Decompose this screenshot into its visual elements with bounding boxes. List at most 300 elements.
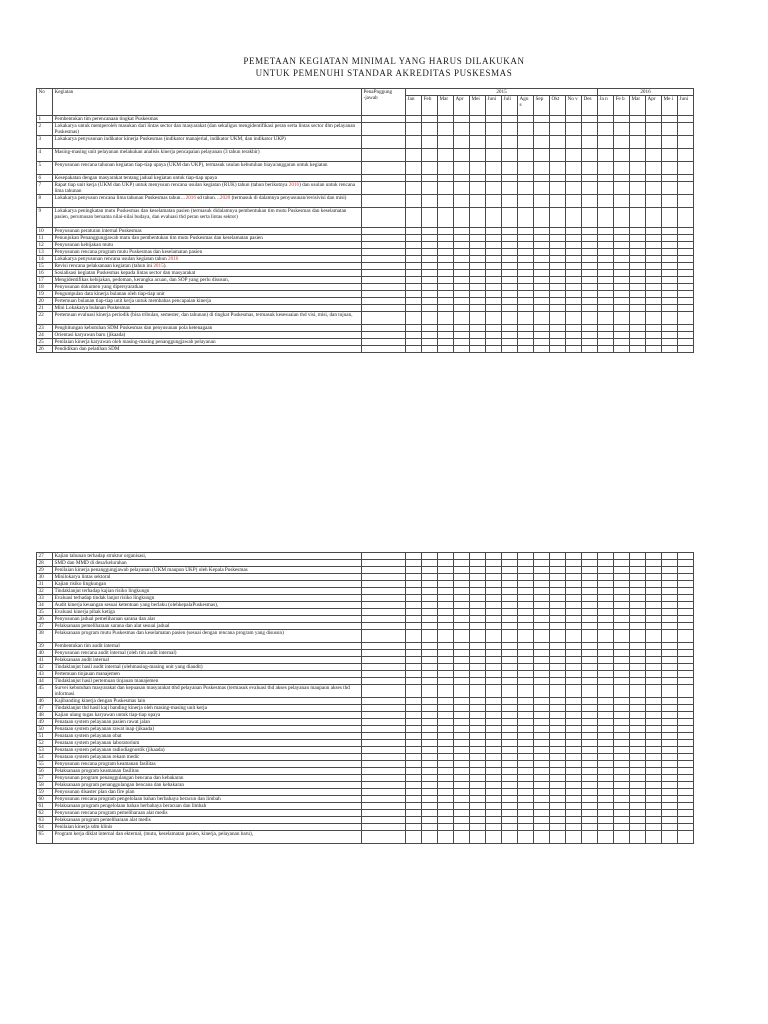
month-cell[interactable] — [502, 643, 518, 650]
month-cell[interactable] — [662, 116, 678, 123]
month-cell[interactable] — [502, 616, 518, 623]
responsible-cell[interactable] — [362, 136, 406, 149]
month-cell[interactable] — [422, 149, 438, 162]
month-cell[interactable] — [614, 242, 630, 249]
month-cell[interactable] — [646, 616, 662, 623]
month-cell[interactable] — [550, 574, 566, 581]
month-cell[interactable] — [534, 643, 550, 650]
month-cell[interactable] — [406, 116, 422, 123]
month-cell[interactable] — [406, 719, 422, 726]
month-cell[interactable] — [406, 256, 422, 263]
month-cell[interactable] — [470, 123, 486, 136]
month-cell[interactable] — [566, 726, 582, 733]
responsible-cell[interactable] — [362, 339, 406, 346]
month-cell[interactable] — [630, 657, 646, 664]
month-cell[interactable] — [598, 754, 614, 761]
month-cell[interactable] — [438, 810, 454, 817]
month-cell[interactable] — [470, 671, 486, 678]
month-cell[interactable] — [550, 616, 566, 623]
month-cell[interactable] — [422, 623, 438, 630]
month-cell[interactable] — [438, 824, 454, 831]
month-cell[interactable] — [406, 754, 422, 761]
month-cell[interactable] — [438, 623, 454, 630]
month-cell[interactable] — [614, 305, 630, 312]
month-cell[interactable] — [582, 740, 598, 747]
month-cell[interactable] — [470, 284, 486, 291]
month-cell[interactable] — [566, 553, 582, 560]
month-cell[interactable] — [630, 719, 646, 726]
month-cell[interactable] — [678, 719, 694, 726]
month-cell[interactable] — [534, 768, 550, 775]
month-cell[interactable] — [454, 643, 470, 650]
month-cell[interactable] — [550, 789, 566, 796]
month-cell[interactable] — [470, 657, 486, 664]
month-cell[interactable] — [614, 609, 630, 616]
month-cell[interactable] — [678, 136, 694, 149]
month-cell[interactable] — [502, 305, 518, 312]
responsible-cell[interactable] — [362, 630, 406, 643]
month-cell[interactable] — [486, 712, 502, 719]
month-cell[interactable] — [598, 588, 614, 595]
month-cell[interactable] — [470, 332, 486, 339]
month-cell[interactable] — [470, 775, 486, 782]
month-cell[interactable] — [534, 712, 550, 719]
month-cell[interactable] — [598, 560, 614, 567]
month-cell[interactable] — [438, 831, 454, 844]
month-cell[interactable] — [614, 747, 630, 754]
month-cell[interactable] — [566, 595, 582, 602]
month-cell[interactable] — [518, 228, 534, 235]
month-cell[interactable] — [406, 705, 422, 712]
month-cell[interactable] — [454, 824, 470, 831]
month-cell[interactable] — [646, 228, 662, 235]
month-cell[interactable] — [454, 705, 470, 712]
month-cell[interactable] — [630, 623, 646, 630]
month-cell[interactable] — [518, 346, 534, 353]
month-cell[interactable] — [486, 810, 502, 817]
month-cell[interactable] — [582, 339, 598, 346]
month-cell[interactable] — [582, 235, 598, 242]
month-cell[interactable] — [582, 256, 598, 263]
month-cell[interactable] — [534, 581, 550, 588]
responsible-cell[interactable] — [362, 116, 406, 123]
responsible-cell[interactable] — [362, 775, 406, 782]
month-cell[interactable] — [678, 657, 694, 664]
month-cell[interactable] — [454, 346, 470, 353]
responsible-cell[interactable] — [362, 291, 406, 298]
month-cell[interactable] — [662, 567, 678, 574]
month-cell[interactable] — [486, 136, 502, 149]
month-cell[interactable] — [438, 678, 454, 685]
month-cell[interactable] — [614, 733, 630, 740]
month-cell[interactable] — [438, 740, 454, 747]
month-cell[interactable] — [550, 803, 566, 810]
month-cell[interactable] — [454, 325, 470, 332]
month-cell[interactable] — [454, 256, 470, 263]
month-cell[interactable] — [438, 650, 454, 657]
month-cell[interactable] — [502, 719, 518, 726]
month-cell[interactable] — [630, 740, 646, 747]
month-cell[interactable] — [518, 208, 534, 228]
month-cell[interactable] — [534, 671, 550, 678]
month-cell[interactable] — [646, 761, 662, 768]
month-cell[interactable] — [454, 782, 470, 789]
month-cell[interactable] — [662, 602, 678, 609]
month-cell[interactable] — [550, 824, 566, 831]
month-cell[interactable] — [678, 339, 694, 346]
month-cell[interactable] — [646, 256, 662, 263]
month-cell[interactable] — [470, 567, 486, 574]
month-cell[interactable] — [662, 712, 678, 719]
month-cell[interactable] — [470, 298, 486, 305]
month-cell[interactable] — [454, 671, 470, 678]
month-cell[interactable] — [646, 831, 662, 844]
month-cell[interactable] — [518, 754, 534, 761]
month-cell[interactable] — [662, 747, 678, 754]
month-cell[interactable] — [614, 208, 630, 228]
month-cell[interactable] — [470, 796, 486, 803]
month-cell[interactable] — [662, 208, 678, 228]
responsible-cell[interactable] — [362, 740, 406, 747]
month-cell[interactable] — [678, 740, 694, 747]
month-cell[interactable] — [438, 796, 454, 803]
month-cell[interactable] — [582, 685, 598, 698]
month-cell[interactable] — [630, 588, 646, 595]
month-cell[interactable] — [502, 657, 518, 664]
month-cell[interactable] — [502, 249, 518, 256]
month-cell[interactable] — [454, 263, 470, 270]
month-cell[interactable] — [598, 195, 614, 208]
month-cell[interactable] — [646, 277, 662, 284]
month-cell[interactable] — [486, 346, 502, 353]
month-cell[interactable] — [678, 824, 694, 831]
month-cell[interactable] — [678, 775, 694, 782]
month-cell[interactable] — [630, 817, 646, 824]
month-cell[interactable] — [550, 588, 566, 595]
month-cell[interactable] — [518, 789, 534, 796]
month-cell[interactable] — [566, 116, 582, 123]
month-cell[interactable] — [534, 560, 550, 567]
month-cell[interactable] — [454, 712, 470, 719]
month-cell[interactable] — [550, 339, 566, 346]
month-cell[interactable] — [518, 332, 534, 339]
month-cell[interactable] — [406, 298, 422, 305]
month-cell[interactable] — [550, 782, 566, 789]
month-cell[interactable] — [646, 747, 662, 754]
month-cell[interactable] — [614, 712, 630, 719]
month-cell[interactable] — [630, 291, 646, 298]
responsible-cell[interactable] — [362, 782, 406, 789]
month-cell[interactable] — [566, 685, 582, 698]
month-cell[interactable] — [566, 560, 582, 567]
month-cell[interactable] — [534, 136, 550, 149]
month-cell[interactable] — [470, 664, 486, 671]
month-cell[interactable] — [630, 609, 646, 616]
month-cell[interactable] — [470, 560, 486, 567]
month-cell[interactable] — [646, 657, 662, 664]
month-cell[interactable] — [662, 705, 678, 712]
month-cell[interactable] — [662, 616, 678, 623]
month-cell[interactable] — [678, 567, 694, 574]
month-cell[interactable] — [550, 698, 566, 705]
month-cell[interactable] — [502, 789, 518, 796]
month-cell[interactable] — [502, 623, 518, 630]
month-cell[interactable] — [598, 609, 614, 616]
month-cell[interactable] — [534, 789, 550, 796]
month-cell[interactable] — [598, 602, 614, 609]
month-cell[interactable] — [406, 824, 422, 831]
month-cell[interactable] — [534, 162, 550, 175]
month-cell[interactable] — [486, 312, 502, 325]
month-cell[interactable] — [646, 175, 662, 182]
month-cell[interactable] — [406, 242, 422, 249]
month-cell[interactable] — [518, 630, 534, 643]
month-cell[interactable] — [662, 228, 678, 235]
month-cell[interactable] — [502, 747, 518, 754]
month-cell[interactable] — [614, 346, 630, 353]
responsible-cell[interactable] — [362, 149, 406, 162]
month-cell[interactable] — [662, 242, 678, 249]
month-cell[interactable] — [470, 740, 486, 747]
month-cell[interactable] — [486, 553, 502, 560]
month-cell[interactable] — [598, 235, 614, 242]
month-cell[interactable] — [486, 664, 502, 671]
month-cell[interactable] — [454, 810, 470, 817]
month-cell[interactable] — [566, 623, 582, 630]
responsible-cell[interactable] — [362, 195, 406, 208]
month-cell[interactable] — [630, 270, 646, 277]
month-cell[interactable] — [518, 182, 534, 195]
month-cell[interactable] — [502, 195, 518, 208]
month-cell[interactable] — [470, 291, 486, 298]
month-cell[interactable] — [550, 291, 566, 298]
month-cell[interactable] — [534, 733, 550, 740]
month-cell[interactable] — [518, 685, 534, 698]
month-cell[interactable] — [598, 719, 614, 726]
month-cell[interactable] — [502, 242, 518, 249]
month-cell[interactable] — [406, 761, 422, 768]
responsible-cell[interactable] — [362, 574, 406, 581]
month-cell[interactable] — [614, 588, 630, 595]
month-cell[interactable] — [646, 643, 662, 650]
month-cell[interactable] — [598, 242, 614, 249]
month-cell[interactable] — [406, 650, 422, 657]
month-cell[interactable] — [422, 796, 438, 803]
month-cell[interactable] — [534, 588, 550, 595]
month-cell[interactable] — [566, 678, 582, 685]
month-cell[interactable] — [502, 208, 518, 228]
month-cell[interactable] — [454, 312, 470, 325]
month-cell[interactable] — [502, 567, 518, 574]
month-cell[interactable] — [598, 136, 614, 149]
month-cell[interactable] — [614, 796, 630, 803]
month-cell[interactable] — [534, 256, 550, 263]
month-cell[interactable] — [422, 195, 438, 208]
month-cell[interactable] — [470, 182, 486, 195]
month-cell[interactable] — [550, 768, 566, 775]
responsible-cell[interactable] — [362, 312, 406, 325]
month-cell[interactable] — [534, 664, 550, 671]
month-cell[interactable] — [646, 235, 662, 242]
month-cell[interactable] — [518, 775, 534, 782]
month-cell[interactable] — [454, 228, 470, 235]
month-cell[interactable] — [422, 705, 438, 712]
month-cell[interactable] — [518, 657, 534, 664]
month-cell[interactable] — [454, 175, 470, 182]
month-cell[interactable] — [678, 796, 694, 803]
month-cell[interactable] — [598, 162, 614, 175]
month-cell[interactable] — [630, 650, 646, 657]
month-cell[interactable] — [422, 263, 438, 270]
month-cell[interactable] — [614, 657, 630, 664]
month-cell[interactable] — [438, 671, 454, 678]
month-cell[interactable] — [422, 574, 438, 581]
month-cell[interactable] — [518, 817, 534, 824]
responsible-cell[interactable] — [362, 719, 406, 726]
responsible-cell[interactable] — [362, 678, 406, 685]
month-cell[interactable] — [470, 616, 486, 623]
month-cell[interactable] — [550, 810, 566, 817]
month-cell[interactable] — [438, 775, 454, 782]
month-cell[interactable] — [486, 256, 502, 263]
month-cell[interactable] — [646, 698, 662, 705]
month-cell[interactable] — [438, 761, 454, 768]
month-cell[interactable] — [534, 149, 550, 162]
month-cell[interactable] — [614, 553, 630, 560]
month-cell[interactable] — [518, 149, 534, 162]
month-cell[interactable] — [614, 136, 630, 149]
month-cell[interactable] — [550, 705, 566, 712]
month-cell[interactable] — [438, 698, 454, 705]
month-cell[interactable] — [422, 162, 438, 175]
month-cell[interactable] — [486, 796, 502, 803]
month-cell[interactable] — [486, 817, 502, 824]
responsible-cell[interactable] — [362, 581, 406, 588]
month-cell[interactable] — [614, 789, 630, 796]
month-cell[interactable] — [678, 162, 694, 175]
month-cell[interactable] — [566, 242, 582, 249]
month-cell[interactable] — [614, 560, 630, 567]
month-cell[interactable] — [630, 768, 646, 775]
month-cell[interactable] — [470, 595, 486, 602]
month-cell[interactable] — [630, 664, 646, 671]
month-cell[interactable] — [502, 581, 518, 588]
month-cell[interactable] — [646, 726, 662, 733]
month-cell[interactable] — [502, 768, 518, 775]
month-cell[interactable] — [534, 775, 550, 782]
month-cell[interactable] — [598, 698, 614, 705]
month-cell[interactable] — [646, 824, 662, 831]
month-cell[interactable] — [614, 678, 630, 685]
month-cell[interactable] — [518, 567, 534, 574]
month-cell[interactable] — [470, 719, 486, 726]
month-cell[interactable] — [406, 235, 422, 242]
month-cell[interactable] — [662, 733, 678, 740]
month-cell[interactable] — [486, 824, 502, 831]
month-cell[interactable] — [406, 574, 422, 581]
month-cell[interactable] — [678, 560, 694, 567]
month-cell[interactable] — [438, 789, 454, 796]
month-cell[interactable] — [678, 305, 694, 312]
month-cell[interactable] — [486, 726, 502, 733]
month-cell[interactable] — [582, 346, 598, 353]
month-cell[interactable] — [662, 270, 678, 277]
month-cell[interactable] — [614, 810, 630, 817]
month-cell[interactable] — [566, 616, 582, 623]
month-cell[interactable] — [614, 740, 630, 747]
month-cell[interactable] — [614, 630, 630, 643]
month-cell[interactable] — [486, 195, 502, 208]
month-cell[interactable] — [566, 235, 582, 242]
month-cell[interactable] — [406, 581, 422, 588]
month-cell[interactable] — [566, 256, 582, 263]
month-cell[interactable] — [630, 789, 646, 796]
month-cell[interactable] — [534, 761, 550, 768]
month-cell[interactable] — [646, 263, 662, 270]
month-cell[interactable] — [678, 270, 694, 277]
month-cell[interactable] — [534, 824, 550, 831]
month-cell[interactable] — [438, 803, 454, 810]
month-cell[interactable] — [422, 831, 438, 844]
month-cell[interactable] — [486, 291, 502, 298]
month-cell[interactable] — [406, 740, 422, 747]
month-cell[interactable] — [486, 698, 502, 705]
month-cell[interactable] — [502, 149, 518, 162]
month-cell[interactable] — [678, 664, 694, 671]
month-cell[interactable] — [422, 123, 438, 136]
month-cell[interactable] — [678, 325, 694, 332]
month-cell[interactable] — [502, 671, 518, 678]
month-cell[interactable] — [406, 678, 422, 685]
month-cell[interactable] — [486, 650, 502, 657]
month-cell[interactable] — [486, 657, 502, 664]
month-cell[interactable] — [598, 831, 614, 844]
month-cell[interactable] — [598, 256, 614, 263]
month-cell[interactable] — [646, 291, 662, 298]
month-cell[interactable] — [678, 116, 694, 123]
month-cell[interactable] — [598, 782, 614, 789]
month-cell[interactable] — [598, 747, 614, 754]
month-cell[interactable] — [614, 339, 630, 346]
month-cell[interactable] — [486, 588, 502, 595]
month-cell[interactable] — [422, 298, 438, 305]
month-cell[interactable] — [566, 782, 582, 789]
month-cell[interactable] — [678, 182, 694, 195]
month-cell[interactable] — [598, 712, 614, 719]
month-cell[interactable] — [566, 298, 582, 305]
month-cell[interactable] — [422, 768, 438, 775]
month-cell[interactable] — [582, 664, 598, 671]
month-cell[interactable] — [630, 182, 646, 195]
month-cell[interactable] — [518, 249, 534, 256]
month-cell[interactable] — [662, 623, 678, 630]
month-cell[interactable] — [406, 588, 422, 595]
month-cell[interactable] — [582, 116, 598, 123]
month-cell[interactable] — [566, 136, 582, 149]
month-cell[interactable] — [518, 740, 534, 747]
month-cell[interactable] — [662, 346, 678, 353]
month-cell[interactable] — [406, 595, 422, 602]
month-cell[interactable] — [550, 712, 566, 719]
responsible-cell[interactable] — [362, 208, 406, 228]
month-cell[interactable] — [422, 228, 438, 235]
month-cell[interactable] — [454, 136, 470, 149]
month-cell[interactable] — [470, 162, 486, 175]
month-cell[interactable] — [502, 277, 518, 284]
month-cell[interactable] — [566, 346, 582, 353]
month-cell[interactable] — [422, 346, 438, 353]
month-cell[interactable] — [582, 574, 598, 581]
